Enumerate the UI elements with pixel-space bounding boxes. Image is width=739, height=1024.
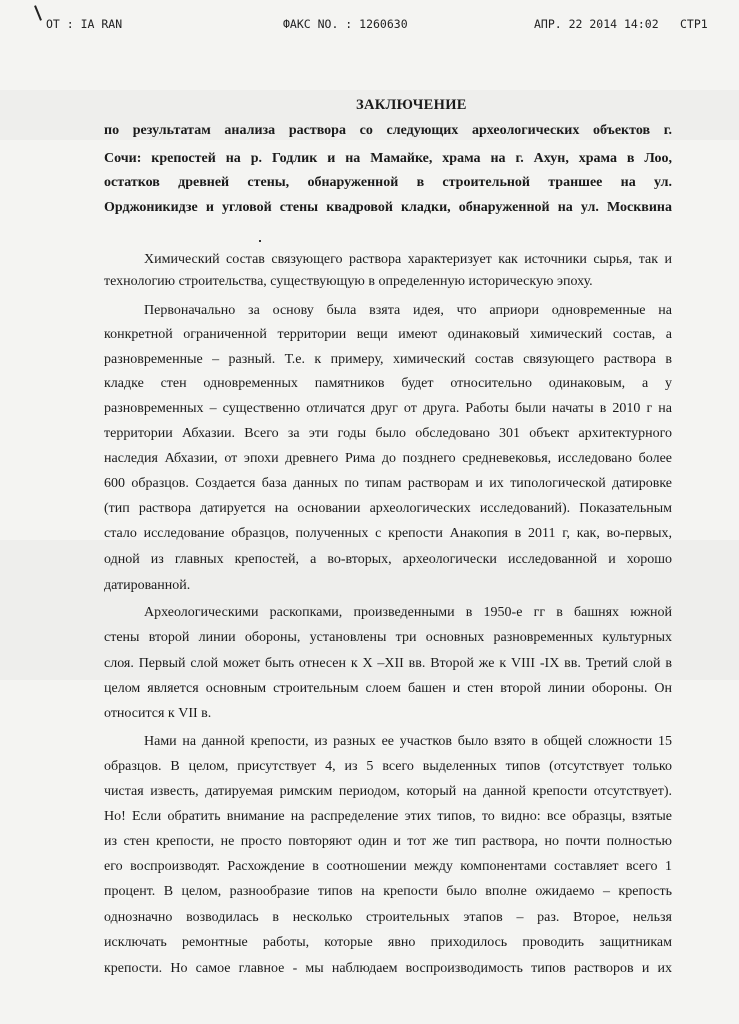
text-line: Химический состав связующего раствора характеризует как источники сырья, так и (144, 252, 672, 267)
text-line: одной из главных крепостей, а во-вторых, археологически исследованной и хорошо (104, 552, 672, 567)
subtitle-line: Орджоникидзе и угловой стены квадровой кладки, обнаруженной на ул. Москвина (104, 200, 672, 215)
document-title: ЗАКЛЮЧЕНИЕ (356, 97, 467, 113)
fax-date: АПР. 22 2014 14:02 (534, 17, 659, 31)
text-line: датированной. (104, 578, 191, 593)
text-line: Но! Если обратить внимание на распределение этих типов, то видно: все образцы, взятые (104, 809, 672, 824)
text-line: 600 образцов. Создается база данных по типам растворам и их типологической датировке (104, 476, 672, 491)
text-line: из стен крепости, не просто повторяют один и тот же тип раствора, но почти полностью (104, 834, 672, 849)
text-line: технологию строительства, существующую в определенную историческую эпоху. (104, 274, 593, 289)
text-line: Нами на данной крепости, из разных ее участков было взято в общей сложности 15 (144, 734, 672, 749)
text-line: территории Абхазии. Всего за эти годы было обследовано 301 объект архитектурного (104, 426, 672, 441)
text-line: стены второй линии обороны, установлены три основных разновременных культурных (104, 630, 672, 645)
text-line: образцов. В целом, присутствует 4, из 5 всего выделенных типов (отсутствует только (104, 759, 672, 774)
text-line: разновременные – разный. Т.е. к примеру, химический состав связующего раствора в (104, 352, 672, 367)
text-line: конкретной ограниченной территории вещи имеют одинаковый химический состав, а (104, 327, 672, 342)
text-line: относится к VII в. (104, 706, 212, 721)
subtitle-line: остатков древней стены, обнаруженной в строительной траншее на ул. (104, 175, 672, 190)
fax-sender: OT : IA RAN (46, 17, 123, 31)
text-line: кладке стен одновременных памятников будет относительно одинаковым, а у (104, 376, 672, 391)
stray-dot (259, 240, 261, 242)
fax-number: ФАКС NO. : 1260630 (283, 17, 408, 31)
text-line: процент. В целом, разнообразие типов на крепости было вполне ожидаемо – крепость (104, 884, 672, 899)
text-line: разновременных – существенно отличатся друг от друга. Работы были начаты в 2010 г на (104, 401, 672, 416)
text-line: исключать ремонтные работы, которые явно приходилось проводить защитникам (104, 935, 672, 950)
fax-header (0, 17, 739, 33)
text-line: крепости. Но самое главное - мы наблюдаем воспроизводимость типов растворов и их (104, 961, 672, 976)
fax-page-number: СТР1 (680, 17, 708, 31)
text-line: стало исследование образцов, полученных с крепости Анакопия в 2011 г, как, во-первых, (104, 526, 672, 541)
subtitle-line: Сочи: крепостей на р. Годлик и на Мамайке, храма на г. Ахун, храма в Лоо, (104, 151, 672, 166)
text-line: (тип раствора датируется на основании археологических исследований). Показательным (104, 501, 672, 516)
text-line: Первоначально за основу была взята идея, что априори одновременные на (144, 303, 672, 318)
subtitle-line: по результатам анализа раствора со следующих археологических объектов г. (104, 123, 672, 138)
text-line: целом является основным строительным слоем башен и стен второй линии обороны. Он (104, 681, 672, 696)
text-line: Археологическими раскопками, произведенными в 1950-е гг в башнях южной (144, 605, 672, 620)
text-line: слоя. Первый слой может быть отнесен к X –XII вв. Второй же к VIII -IX вв. Третий слой в (104, 656, 672, 671)
text-line: наследия Абхазии, от эпохи древнего Рима до позднего средневековья, исследовано более (104, 451, 672, 466)
text-line: чистая известь, датируемая римским периодом, который на данной крепости отсутствует). (104, 784, 672, 799)
text-line: его воспроизводят. Расхождение в соотношении между компонентами составляет всего 1 (104, 859, 672, 874)
text-line: однозначно возводилась в несколько строительных этапов – раз. Второе, нельзя (104, 910, 672, 925)
